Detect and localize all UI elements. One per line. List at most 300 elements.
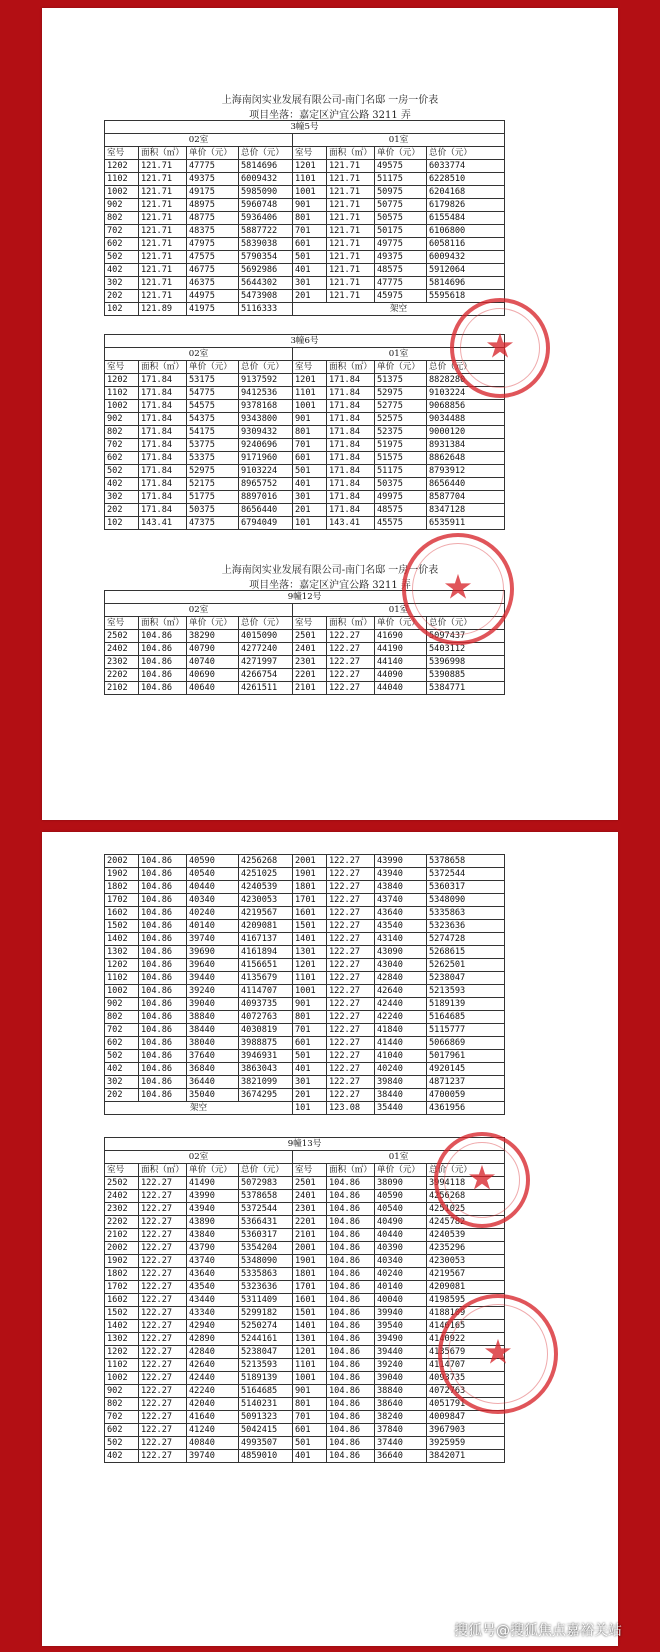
table-cell: 42440 (187, 1372, 239, 1385)
table-cell: 37440 (375, 1437, 427, 1450)
table-cell: 4015090 (239, 630, 293, 643)
table-row (105, 1320, 505, 1333)
table-row (105, 1203, 505, 1216)
table-cell: 8656440 (239, 504, 293, 517)
table-cell: 49175 (187, 186, 239, 199)
table-cell: 2501 (293, 1177, 327, 1190)
table-cell: 2101 (293, 1229, 327, 1242)
table-cell: 602 (105, 1037, 139, 1050)
room-label: 01室 (293, 604, 505, 617)
table-cell: 4156651 (239, 959, 293, 972)
table-cell: 122.27 (327, 643, 375, 656)
table-cell: 121.89 (139, 303, 187, 316)
table-cell: 51775 (187, 491, 239, 504)
room-row (105, 348, 505, 361)
table-cell: 4146165 (427, 1320, 505, 1333)
table-row (105, 1359, 505, 1372)
stilt-label: 架空 (105, 1102, 293, 1115)
table-cell: 4009847 (427, 1411, 505, 1424)
table-cell: 5354204 (239, 1242, 293, 1255)
table-cell: 2001 (293, 855, 327, 868)
table-cell: 302 (105, 1076, 139, 1089)
table-cell: 6058116 (427, 238, 505, 251)
table-cell: 51175 (375, 465, 427, 478)
table-cell: 39040 (375, 1372, 427, 1385)
table-cell: 46375 (187, 277, 239, 290)
table-cell: 39640 (187, 959, 239, 972)
table-cell: 701 (293, 1411, 327, 1424)
table-cell: 43340 (187, 1307, 239, 1320)
column-header: 室号 (293, 147, 327, 160)
column-header: 总价（元） (239, 1164, 293, 1177)
table-cell: 1202 (105, 160, 139, 173)
table-cell: 48575 (375, 504, 427, 517)
table-cell: 4051791 (427, 1398, 505, 1411)
column-header: 总价（元） (427, 1164, 505, 1177)
header-row (105, 147, 505, 160)
column-header: 室号 (105, 361, 139, 374)
table-cell: 601 (293, 238, 327, 251)
table-row (105, 1450, 505, 1463)
table-cell: 104.86 (327, 1307, 375, 1320)
table-cell: 104.86 (327, 1411, 375, 1424)
table-cell: 37640 (187, 1050, 239, 1063)
table-cell: 9068856 (427, 400, 505, 413)
table-cell: 122.27 (139, 1437, 187, 1450)
table-cell: 46775 (187, 264, 239, 277)
table-cell: 104.86 (139, 630, 187, 643)
table-cell: 8828280 (427, 374, 505, 387)
table-cell: 601 (293, 1424, 327, 1437)
table-cell: 104.86 (327, 1437, 375, 1450)
table-cell: 1801 (293, 881, 327, 894)
table-cell: 1202 (105, 1346, 139, 1359)
table-cell: 1101 (293, 173, 327, 186)
table-cell: 301 (293, 1076, 327, 1089)
table-cell: 39440 (187, 972, 239, 985)
table-row (105, 907, 505, 920)
table-cell: 4093735 (427, 1372, 505, 1385)
table-cell: 5390885 (427, 669, 505, 682)
table-cell: 36440 (187, 1076, 239, 1089)
room-label: 01室 (293, 134, 505, 147)
table-cell: 501 (293, 1437, 327, 1450)
room-label: 01室 (293, 348, 505, 361)
table-cell: 702 (105, 439, 139, 452)
table-cell: 4198595 (427, 1294, 505, 1307)
table-cell: 43940 (187, 1203, 239, 1216)
table-row (105, 1307, 505, 1320)
building-label: 3幢5号 (105, 121, 505, 134)
table-cell: 121.71 (139, 290, 187, 303)
table-cell: 38640 (375, 1398, 427, 1411)
table-row (105, 238, 505, 251)
table-cell: 42240 (187, 1385, 239, 1398)
table-cell: 5403112 (427, 643, 505, 656)
table-cell: 171.84 (327, 387, 375, 400)
table-cell: 43790 (187, 1242, 239, 1255)
column-header: 室号 (105, 617, 139, 630)
table-cell: 502 (105, 251, 139, 264)
table-cell: 5238047 (239, 1346, 293, 1359)
table-cell: 38240 (375, 1411, 427, 1424)
table-cell: 5378658 (239, 1190, 293, 1203)
table-cell: 104.86 (327, 1229, 375, 1242)
table-cell: 171.84 (139, 478, 187, 491)
table-cell: 4140922 (427, 1333, 505, 1346)
table-cell: 902 (105, 998, 139, 1011)
table-cell: 6106800 (427, 225, 505, 238)
building-row (105, 121, 505, 134)
table-row (105, 1372, 505, 1385)
table-cell: 43640 (375, 907, 427, 920)
table-cell: 701 (293, 1024, 327, 1037)
table-cell: 101 (293, 517, 327, 530)
table-cell: 43040 (375, 959, 427, 972)
table-cell: 4219567 (427, 1268, 505, 1281)
table-cell: 8793912 (427, 465, 505, 478)
table-cell: 802 (105, 212, 139, 225)
column-header: 单价（元） (375, 617, 427, 630)
table-cell: 5116333 (239, 303, 293, 316)
table-cell: 9378168 (239, 400, 293, 413)
table-cell: 104.86 (139, 1011, 187, 1024)
table-cell: 1402 (105, 1320, 139, 1333)
table-cell: 1002 (105, 985, 139, 998)
building-row (105, 591, 505, 604)
table-cell: 4245782 (427, 1216, 505, 1229)
table-row (105, 426, 505, 439)
table-cell: 1401 (293, 933, 327, 946)
table-cell: 5360317 (239, 1229, 293, 1242)
table-cell: 801 (293, 1398, 327, 1411)
table-cell: 5814696 (239, 160, 293, 173)
table-cell: 5164685 (239, 1385, 293, 1398)
table-cell: 122.27 (327, 682, 375, 695)
table-cell: 2201 (293, 1216, 327, 1229)
table-cell: 9000120 (427, 426, 505, 439)
column-header: 单价（元） (187, 617, 239, 630)
table-cell: 2302 (105, 656, 139, 669)
table-row (105, 1050, 505, 1063)
table-cell: 40040 (375, 1294, 427, 1307)
table-cell: 104.86 (327, 1216, 375, 1229)
table-cell: 122.27 (139, 1281, 187, 1294)
header-row (105, 1164, 505, 1177)
table-cell: 5189139 (239, 1372, 293, 1385)
table-cell: 401 (293, 478, 327, 491)
table-cell: 171.84 (139, 426, 187, 439)
table-cell: 37840 (375, 1424, 427, 1437)
table-cell: 1701 (293, 894, 327, 907)
table-cell: 9103224 (427, 387, 505, 400)
table-cell: 122.27 (327, 669, 375, 682)
table-cell: 8862648 (427, 452, 505, 465)
table-cell: 104.86 (327, 1281, 375, 1294)
table-row (105, 251, 505, 264)
table-cell: 51375 (375, 374, 427, 387)
table-cell: 104.86 (327, 1242, 375, 1255)
table-row (105, 225, 505, 238)
table-cell: 121.71 (327, 251, 375, 264)
table-cell: 122.27 (327, 894, 375, 907)
table-cell: 51575 (375, 452, 427, 465)
table-cell: 502 (105, 465, 139, 478)
table-row (105, 643, 505, 656)
table-row (105, 1424, 505, 1437)
table-cell: 123.08 (327, 1102, 375, 1115)
table-cell: 5335863 (239, 1268, 293, 1281)
table-cell: 104.86 (327, 1450, 375, 1463)
table-cell: 8656440 (427, 478, 505, 491)
table-cell: 53375 (187, 452, 239, 465)
table-cell: 5042415 (239, 1424, 293, 1437)
table-cell: 901 (293, 413, 327, 426)
table-cell: 4266754 (239, 669, 293, 682)
table-cell: 302 (105, 491, 139, 504)
table-cell: 1201 (293, 374, 327, 387)
table-cell: 38440 (187, 1024, 239, 1037)
table-cell: 9034488 (427, 413, 505, 426)
header-row (105, 361, 505, 374)
column-header: 单价（元） (187, 147, 239, 160)
building-9-no-12-table-continued (104, 854, 505, 1115)
table-cell: 121.71 (139, 186, 187, 199)
column-header: 单价（元） (187, 361, 239, 374)
table-cell: 122.27 (139, 1203, 187, 1216)
table-cell: 122.27 (327, 1076, 375, 1089)
column-header: 单价（元） (375, 361, 427, 374)
table-cell: 171.84 (327, 504, 375, 517)
table-cell: 35440 (375, 1102, 427, 1115)
table-cell: 701 (293, 439, 327, 452)
table-cell: 2302 (105, 1203, 139, 1216)
table-cell: 201 (293, 1089, 327, 1102)
table-cell: 40140 (187, 920, 239, 933)
table-cell: 402 (105, 1450, 139, 1463)
table-row (105, 1281, 505, 1294)
table-cell: 2402 (105, 1190, 139, 1203)
table-cell: 5790354 (239, 251, 293, 264)
table-cell: 6009432 (239, 173, 293, 186)
table-row (105, 1385, 505, 1398)
table-cell: 301 (293, 277, 327, 290)
table-cell: 41240 (187, 1424, 239, 1437)
table-row (105, 452, 505, 465)
table-cell: 43890 (187, 1216, 239, 1229)
table-cell: 5839038 (239, 238, 293, 251)
table-cell: 44090 (375, 669, 427, 682)
table-cell: 44040 (375, 682, 427, 695)
table-row (105, 478, 505, 491)
table-cell: 4920145 (427, 1063, 505, 1076)
table-cell: 5384771 (427, 682, 505, 695)
table-cell: 121.71 (139, 225, 187, 238)
table-cell: 1702 (105, 894, 139, 907)
table-cell: 171.84 (139, 439, 187, 452)
table-cell: 1701 (293, 1281, 327, 1294)
table-cell: 48575 (375, 264, 427, 277)
building-9-no-13-table (104, 1137, 505, 1463)
table-cell: 171.84 (139, 491, 187, 504)
table-cell: 104.86 (327, 1385, 375, 1398)
table-cell: 902 (105, 1385, 139, 1398)
table-cell: 104.86 (139, 881, 187, 894)
table-cell: 5335863 (427, 907, 505, 920)
room-row (105, 134, 505, 147)
table-cell: 122.27 (139, 1177, 187, 1190)
table-cell: 104.86 (327, 1177, 375, 1190)
table-cell: 39240 (375, 1359, 427, 1372)
table-cell: 54375 (187, 413, 239, 426)
table-cell: 2101 (293, 682, 327, 695)
table-cell: 122.27 (327, 998, 375, 1011)
table-cell: 54775 (187, 387, 239, 400)
building-9-no-12-table (104, 590, 505, 695)
column-header: 室号 (293, 361, 327, 374)
table-cell: 41640 (187, 1411, 239, 1424)
table-cell: 1302 (105, 946, 139, 959)
table-cell: 43740 (375, 894, 427, 907)
column-header: 面积（㎡） (327, 617, 375, 630)
building-row (105, 335, 505, 348)
table-cell: 4209081 (427, 1281, 505, 1294)
table-cell: 39740 (187, 1450, 239, 1463)
table-cell: 104.86 (327, 1203, 375, 1216)
room-label: 02室 (105, 604, 293, 617)
table-cell: 5097437 (427, 630, 505, 643)
table-cell: 51175 (375, 173, 427, 186)
table-cell: 49575 (375, 160, 427, 173)
table-cell: 3821099 (239, 1076, 293, 1089)
table-cell: 40840 (187, 1437, 239, 1450)
column-header: 总价（元） (239, 147, 293, 160)
table-cell: 44975 (187, 290, 239, 303)
table-cell: 9240696 (239, 439, 293, 452)
column-header: 单价（元） (375, 1164, 427, 1177)
table-cell: 502 (105, 1437, 139, 1450)
table-cell: 41490 (187, 1177, 239, 1190)
table-cell: 35040 (187, 1089, 239, 1102)
table-cell: 1001 (293, 985, 327, 998)
table-cell: 122.27 (139, 1320, 187, 1333)
table-cell: 171.84 (139, 400, 187, 413)
table-cell: 51975 (375, 439, 427, 452)
table-cell: 104.86 (139, 682, 187, 695)
table-cell: 121.71 (139, 264, 187, 277)
table-row (105, 1089, 505, 1102)
table-cell: 5323636 (427, 920, 505, 933)
table-cell: 122.27 (327, 972, 375, 985)
column-header: 面积（㎡） (139, 147, 187, 160)
table-cell: 5091323 (239, 1411, 293, 1424)
table-cell: 38840 (375, 1385, 427, 1398)
table-cell: 171.84 (327, 426, 375, 439)
table-cell: 122.27 (139, 1398, 187, 1411)
table-cell: 4993507 (239, 1437, 293, 1450)
table-cell: 402 (105, 264, 139, 277)
table-cell: 40340 (187, 894, 239, 907)
table-cell: 802 (105, 426, 139, 439)
table-cell: 1101 (293, 1359, 327, 1372)
table-cell: 43740 (187, 1255, 239, 1268)
table-cell: 801 (293, 426, 327, 439)
table-cell: 143.41 (327, 517, 375, 530)
table-cell: 6179826 (427, 199, 505, 212)
table-cell: 41975 (187, 303, 239, 316)
table-cell: 122.27 (327, 1011, 375, 1024)
table-cell: 43940 (375, 868, 427, 881)
room-label: 02室 (105, 1151, 293, 1164)
table-cell: 122.27 (139, 1385, 187, 1398)
table-cell: 4361956 (427, 1102, 505, 1115)
table-cell: 4135679 (239, 972, 293, 985)
table-cell: 3674295 (239, 1089, 293, 1102)
table-cell: 2002 (105, 1242, 139, 1255)
table-cell: 101 (293, 1102, 327, 1115)
table-cell: 43840 (375, 881, 427, 894)
table-cell: 1802 (105, 1268, 139, 1281)
table-row (105, 264, 505, 277)
table-cell: 104.86 (327, 1424, 375, 1437)
table-cell: 52975 (187, 465, 239, 478)
table-cell: 1502 (105, 1307, 139, 1320)
table-row (105, 465, 505, 478)
table-cell: 40790 (187, 643, 239, 656)
table-cell: 121.71 (327, 186, 375, 199)
table-cell: 50175 (375, 225, 427, 238)
table-cell: 104.86 (139, 669, 187, 682)
table-cell: 122.27 (327, 868, 375, 881)
table-cell: 6794049 (239, 517, 293, 530)
room-label: 02室 (105, 134, 293, 147)
table-cell: 42840 (375, 972, 427, 985)
table-cell: 121.71 (139, 173, 187, 186)
table-row (105, 1255, 505, 1268)
table-cell: 4167137 (239, 933, 293, 946)
table-cell: 5378658 (427, 855, 505, 868)
table-cell: 104.86 (139, 643, 187, 656)
table-cell: 42840 (187, 1346, 239, 1359)
table-cell: 43440 (187, 1294, 239, 1307)
table-cell: 6155484 (427, 212, 505, 225)
table-cell: 121.71 (139, 160, 187, 173)
table-cell: 104.86 (327, 1346, 375, 1359)
table-cell: 901 (293, 199, 327, 212)
price-list-page-1 (42, 8, 618, 820)
column-header: 总价（元） (427, 361, 505, 374)
column-header: 面积（㎡） (327, 361, 375, 374)
table-row (105, 1063, 505, 1076)
table-cell: 104.86 (327, 1190, 375, 1203)
table-cell: 5985090 (239, 186, 293, 199)
table-cell: 122.27 (139, 1229, 187, 1242)
table-cell: 53775 (187, 439, 239, 452)
table-cell: 5066869 (427, 1037, 505, 1050)
table-cell: 6535911 (427, 517, 505, 530)
table-row (105, 1102, 505, 1115)
table-cell: 104.86 (327, 1268, 375, 1281)
table-cell: 122.27 (139, 1450, 187, 1463)
table-cell: 901 (293, 1385, 327, 1398)
table-row (105, 439, 505, 452)
table-cell: 122.27 (327, 920, 375, 933)
table-cell: 4209081 (239, 920, 293, 933)
table-cell: 5115777 (427, 1024, 505, 1037)
table-cell: 1102 (105, 972, 139, 985)
table-cell: 1301 (293, 946, 327, 959)
table-cell: 39490 (375, 1333, 427, 1346)
